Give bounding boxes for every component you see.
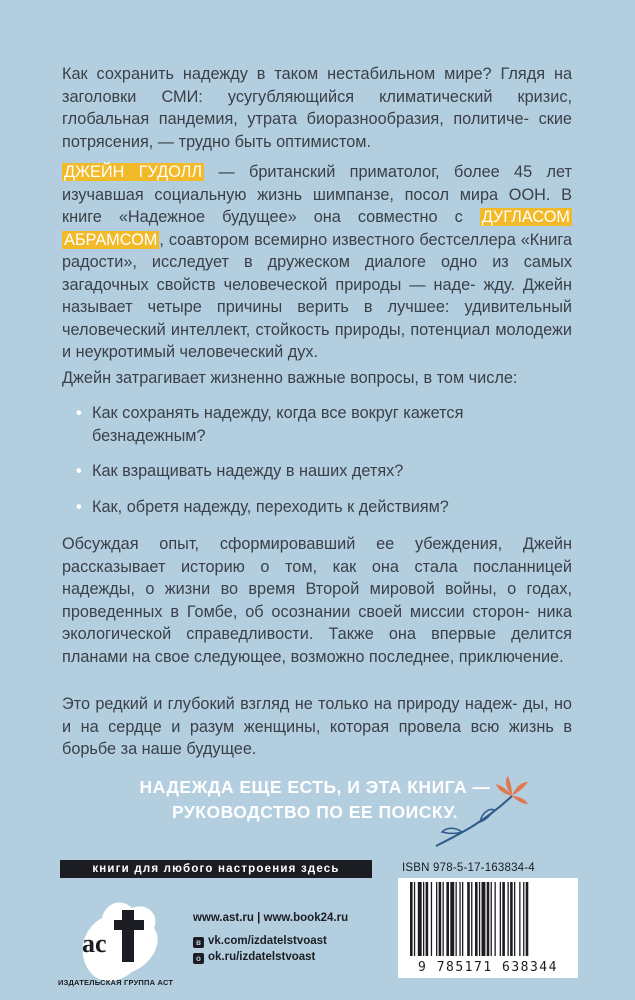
- bullet-item: • Как сохранять надежду, когда все вокруг кажется безнадежным?: [76, 404, 464, 445]
- barcode-bar: [526, 882, 529, 956]
- publisher-logo: [60, 890, 170, 985]
- slogan: НАДЕЖДА ЕЩЕ ЕСТЬ, И ЭТА КНИГА — РУКОВОДСТВО ПО ЕЕ ПОИСКУ.: [139, 777, 491, 822]
- vk-icon: в: [193, 937, 204, 948]
- flower-icon: [432, 772, 542, 852]
- barcode-bar: [426, 882, 429, 956]
- barcode-bar: [439, 882, 442, 956]
- isbn: ISBN 978-5-17-163834-4: [402, 862, 535, 874]
- coauthor-name-2: АБРАМСОМ: [64, 230, 158, 249]
- coauthor-name-1: ДУГЛАСОМ: [481, 208, 570, 226]
- barcode-bar: [446, 882, 449, 956]
- barcode-bar: [414, 882, 415, 956]
- barcode-digits: 9 785171 638344: [418, 960, 558, 975]
- barcode-bar: [475, 882, 478, 956]
- bullet-icon: •: [76, 462, 82, 480]
- barcode: [398, 878, 578, 978]
- barcode-bar: [410, 882, 413, 956]
- ok-link[interactable]: о ok.ru/izdatelstvoast: [193, 951, 315, 964]
- barcode-bar: [500, 882, 501, 956]
- barcode-bar: [418, 882, 422, 956]
- barcode-bar: [471, 882, 472, 956]
- barcode-bar: [459, 882, 460, 956]
- questions-intro: Джейн затрагивает жизненно важные вопросы, в том числе:: [62, 369, 518, 387]
- barcode-bar: [431, 882, 432, 956]
- barcode-bar: [467, 882, 470, 956]
- barcode-bar: [502, 882, 505, 956]
- vk-link[interactable]: в vk.com/izdatelstvoast: [193, 935, 327, 948]
- intro-paragraph: Как сохранить надежду в таком нестабильном мире? Глядя на заголовки СМИ: усугубляющийся климатический кризис, глобальная пандемия, утрата биоразнообразия, политиче- ские потрясения, — трудно быть оптимистом.: [62, 65, 572, 151]
- barcode-bar: [519, 882, 520, 956]
- barcode-bar: [443, 882, 444, 956]
- barcode-bar: [423, 882, 424, 956]
- barcode-bar: [510, 882, 513, 956]
- barcode-bar: [479, 882, 480, 956]
- closing-paragraph: Это редкий и глубокий взгляд не только на природу надеж- ды, но и на сердце и разум женщины, которая провела всю жизнь в борьбе за наше будущее.: [62, 695, 572, 758]
- barcode-bar: [495, 882, 496, 956]
- barcode-bar: [514, 882, 515, 956]
- website-links[interactable]: www.ast.ru | www.book24.ru: [193, 912, 349, 924]
- barcode-bar: [456, 882, 457, 956]
- barcode-bar: [523, 882, 524, 956]
- barcode-bar: [450, 882, 454, 956]
- ribbon-banner: книги для любого настроения здесь: [60, 860, 372, 878]
- ok-icon: о: [193, 953, 204, 964]
- barcode-bar: [462, 882, 463, 956]
- bullet-icon: •: [76, 404, 82, 422]
- bullet-item: • Как взращивать надежду в наших детях?: [92, 460, 572, 483]
- barcode-bar: [436, 882, 437, 956]
- barcode-bar: [491, 882, 492, 956]
- barcode-bar: [482, 882, 486, 956]
- about-paragraph: ДЖЕЙН ГУДОЛЛ — британский приматолог, более 45 лет изучавшая социальную жизнь шимпанзе, посол мира ООН. В книге «Надежное будущее» она совместно с ДУГЛАСОМ АБРАМСОМ , соавтором всемирно известного бестселлера «Книга радости», исследует в дружеском диалоге одно из самых загадочных свойств человеческой природы — наде- жду. Джейн называет четыре причины верить в лучшее: удивительный человеческий интеллект, стойкость природы, потенциал молодежи и неукротимый человеческий дух.: [62, 163, 573, 361]
- publisher-caption: ИЗДАТЕЛЬСКАЯ ГРУППА АСТ: [58, 978, 174, 987]
- bullet-item: • Как, обретя надежду, переходить к действиям?: [92, 496, 572, 519]
- barcode-bar: [508, 882, 509, 956]
- bullet-icon: •: [76, 498, 82, 516]
- svg-text:ac: ac: [82, 929, 107, 958]
- author-name: ДЖЕЙН ГУДОЛЛ: [64, 163, 203, 181]
- experience-paragraph: Обсуждая опыт, сформировавший ее убеждения, Джейн рассказывает историю о том, как она стала посланницей надежды, о жизни во время Второй мировой войны, о годах, проведенных в Гомбе, об осознании своей миссии сторон- ника экологической справедливости. Также она впервые делится планами на свое следующее, возможно последнее, приключение.: [62, 535, 572, 666]
- barcode-bar: [487, 882, 490, 956]
